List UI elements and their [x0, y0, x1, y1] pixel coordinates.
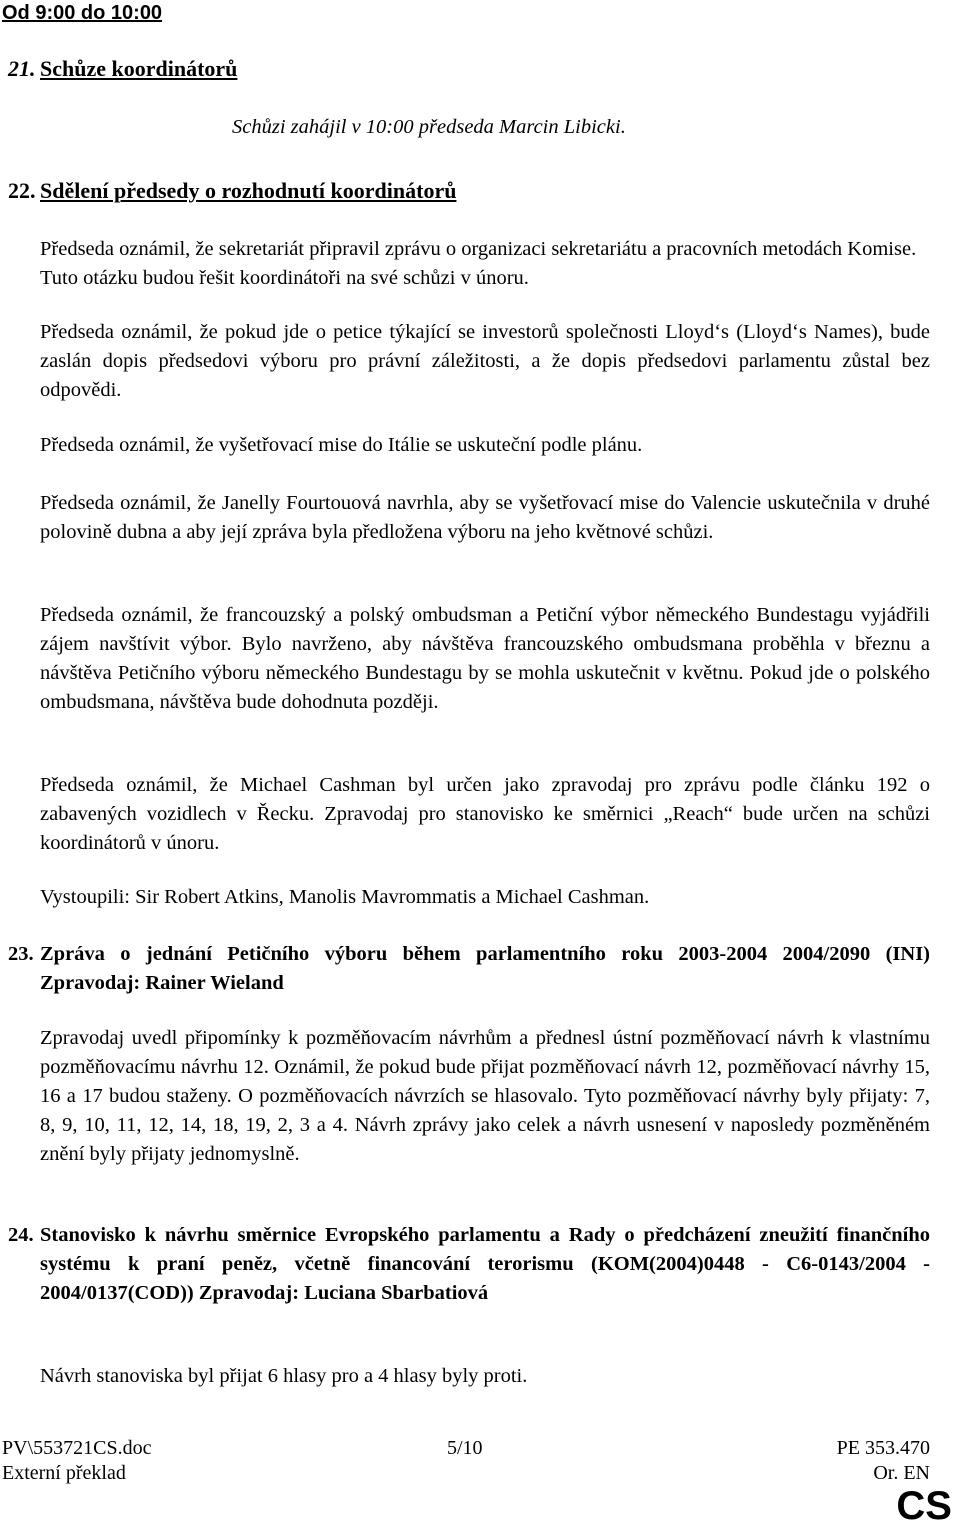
item-22-paragraph-4: Předseda oznámil, že Janelly Fourtouová navrhla, aby se vyšetřovací mise do Valencie uskutečnila v druhé polovině dubna a aby její zpráva byla předložena výboru na jeho květnové schůzi. [40, 492, 930, 543]
language-code: CS [896, 1484, 952, 1528]
item-22-paragraph-7: Vystoupili: Sir Robert Atkins, Manolis Mavrommatis a Michael Cashman. [40, 886, 650, 908]
item-24-paragraph: Návrh stanoviska byl přijat 6 hlasy pro a 4 hlasy byly proti. [40, 1365, 528, 1387]
footer-pe-ref: PE 353.470 [836, 1437, 930, 1459]
item-24-number: 24. [8, 1224, 34, 1246]
item-21-number: 21. [8, 56, 36, 81]
item-22-paragraph-2: Předseda oznámil, že pokud jde o petice týkající se investorů společnosti Lloyd‘s (Lloyd‘s Names), bude zaslán dopis předsedovi výboru pro právní záležitosti, a že dopis předsedovi parlamentu zůstal bez odpovědi. [40, 321, 930, 401]
item-24-title: Stanovisko k návrhu směrnice Evropského parlamentu a Rady o předcházení zneužití finančního systému k praní peněz, včetně financování terorismu (KOM(2004)0448 - C6-0143/2004 - 2004/0137(COD)) Zpravodaj: Luciana Sbarbatiová [40, 1224, 930, 1304]
item-22-title: Sdělení předsedy o rozhodnutí koordinátorů [40, 178, 457, 203]
footer-page-number: 5/10 [447, 1437, 483, 1459]
item-22-paragraph-6: Předseda oznámil, že Michael Cashman byl určen jako zpravodaj pro zprávu podle článku 192 o zabavených vozidlech v Řecku. Zpravodaj pro stanovisko ke směrnici „Reach“ bude určen na schůzi koordinátorů v únoru. [40, 774, 930, 854]
item-23-number: 23. [8, 943, 34, 965]
item-23-paragraph: Zpravodaj uvedl připomínky k pozměňovacím návrhům a přednesl ústní pozměňovací návrh k vlastnímu pozměňovacímu návrhu 12. Oznámil, že pokud bude přijat pozměňovací návrh 12, pozměňovací návrhy 15, 16 a 17 budou staženy. O pozměňovacích návrzích se hlasovalo. Tyto pozměňovací návrhy byly přijaty: 7, 8, 9, 10, 11, 12, 14, 18, 19, 2, 3 a 4. Návrh zprávy jako celek a návrh usnesení v naposledy pozměněném znění byly přijaty jednomyslně. [40, 1027, 930, 1165]
item-22-paragraph-3: Předseda oznámil, že vyšetřovací mise do Itálie se uskuteční podle plánu. [40, 434, 643, 456]
meeting-opening: Schůzi zahájil v 10:00 předseda Marcin Libicki. [232, 116, 626, 138]
time-range: Od 9:00 do 10:00 [2, 2, 163, 24]
item-21-title: Schůze koordinátorů [40, 56, 238, 81]
footer-doc-ref: PV\553721CS.doc [2, 1437, 152, 1459]
footer-translation: Externí překlad [2, 1462, 126, 1484]
footer-original-language: Or. EN [873, 1462, 930, 1484]
item-22-paragraph-1: Předseda oznámil, že sekretariát připravil zprávu o organizaci sekretariátu a pracovních metodách Komise. Tuto otázku budou řešit koordinátoři na své schůzi v únoru. [40, 238, 917, 289]
item-22-number: 22. [8, 178, 36, 203]
item-22-paragraph-5: Předseda oznámil, že francouzský a polský ombudsman a Petiční výbor německého Bundestagu vyjádřili zájem navštívit výbor. Bylo navrženo, aby návštěva francouzského ombudsmana proběhla v březnu a návštěva Petičního výboru německého Bundestagu by se mohla uskutečnit v květnu. Pokud jde o polského ombudsmana, návštěva bude dohodnuta později. [40, 604, 930, 713]
item-23-title: Zpráva o jednání Petičního výboru během parlamentního roku 2003-2004 2004/2090 (INI) Zpravodaj: Rainer Wieland [40, 943, 930, 994]
